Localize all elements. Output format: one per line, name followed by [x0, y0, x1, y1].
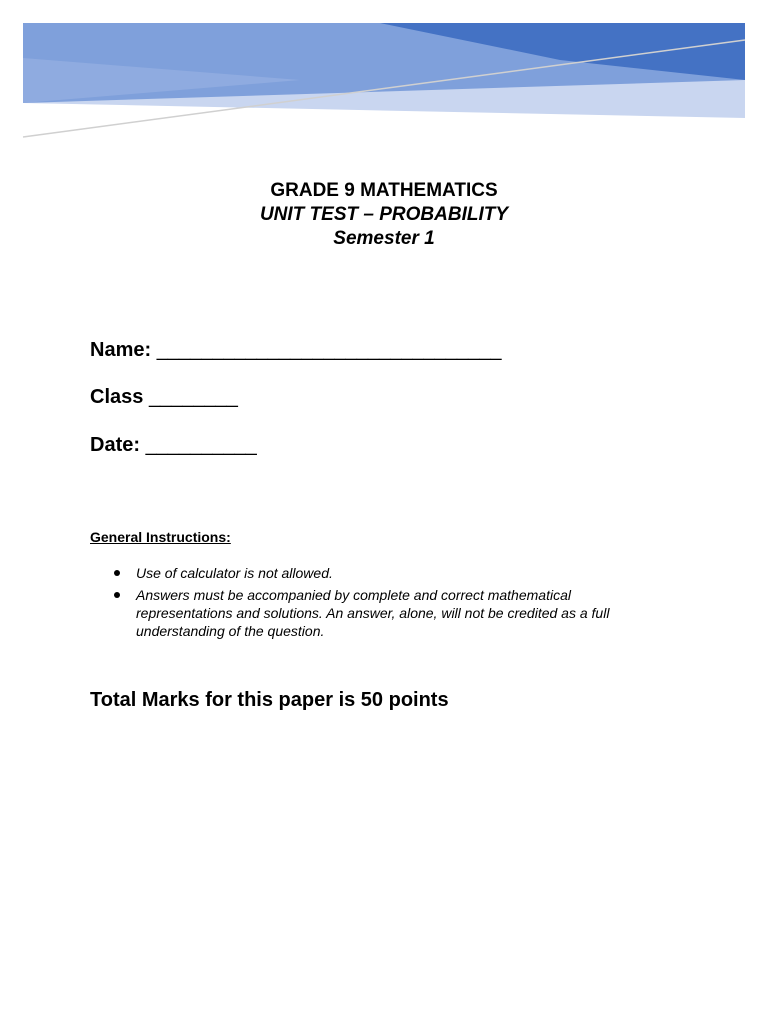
instruction-text: Use of calculator is not allowed. [136, 565, 333, 581]
instructions-list [110, 564, 670, 644]
header-banner [0, 0, 768, 150]
instruction-item [110, 586, 670, 640]
instructions-heading: General Instructions: [90, 529, 231, 545]
semester-label: Semester 1 [333, 228, 435, 249]
name-blank: _______________________________ [156, 339, 502, 361]
name-field [90, 338, 502, 362]
document-subtitle: UNIT TEST – PROBABILITY [259, 204, 509, 225]
title-block [0, 179, 768, 251]
bullet-icon [114, 570, 120, 576]
document-title: GRADE 9 MATHEMATICS [270, 180, 498, 201]
instruction-item [110, 564, 670, 582]
date-label: Date: [90, 434, 141, 456]
total-marks: Total Marks for this paper is 50 points [90, 689, 449, 711]
date-field [90, 433, 257, 457]
class-blank: ________ [148, 386, 238, 408]
class-label: Class [90, 386, 144, 408]
class-field [90, 385, 238, 409]
date-blank: __________ [145, 434, 257, 456]
instruction-text: Answers must be accompanied by complete and correct mathematical representations and solutions. An answer, alone, will not be credited as a full understanding of the question. [136, 587, 610, 639]
name-label: Name: [90, 339, 152, 361]
bullet-icon [114, 592, 120, 598]
